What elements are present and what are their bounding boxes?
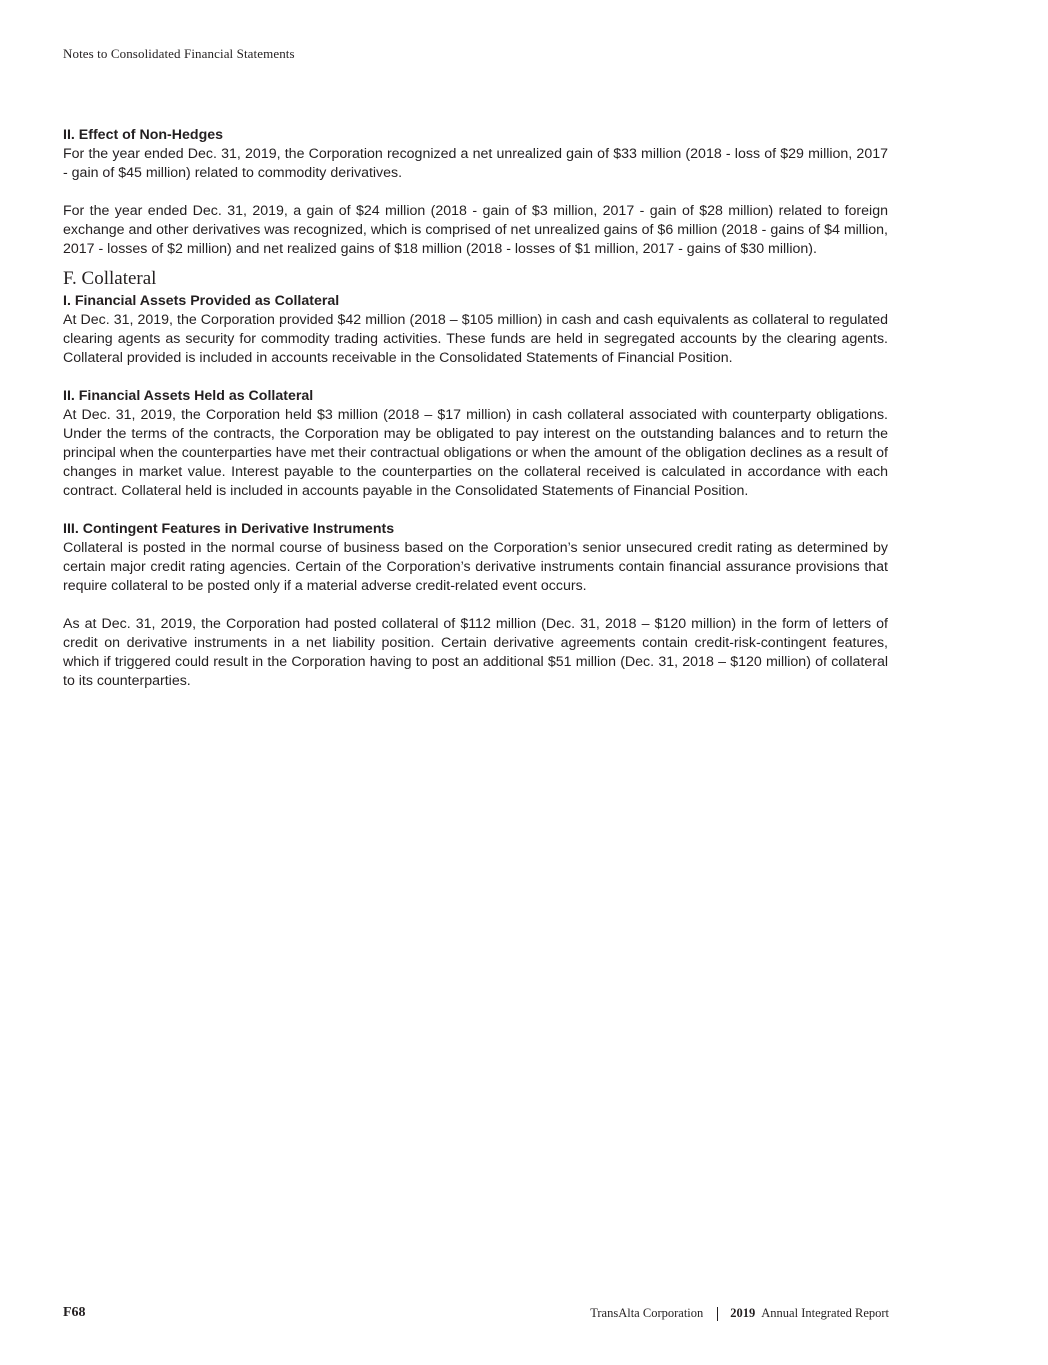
collateral-section-title: F. Collateral: [63, 268, 157, 289]
footer-report-name: Annual Integrated Report: [761, 1306, 889, 1320]
footer-report-info: [590, 1306, 889, 1321]
contingent-features-heading: III. Contingent Features in Derivative Instruments: [63, 521, 395, 537]
footer-company: TransAlta Corporation: [590, 1306, 704, 1320]
footer-year: 2019: [730, 1306, 756, 1320]
page-number: F68: [63, 1305, 86, 1320]
footer-divider: [717, 1307, 718, 1321]
page-header-title: Notes to Consolidated Financial Statements: [63, 46, 295, 61]
assets-provided-paragraph: At Dec. 31, 2019, the Corporation provided $42 million (2018 – $105 million) in cash and cash equivalents as collateral to regulated clearing agents as security for commodity trading activities. These funds are held in segregated accounts by the clearing agents. Collateral provided is included in accounts receivable in the Consolidated Statements of Financial Position.: [63, 312, 888, 366]
assets-held-heading: II. Financial Assets Held as Collateral: [63, 388, 314, 404]
non-hedges-paragraph-1: For the year ended Dec. 31, 2019, the Corporation recognized a net unrealized gain of $33 million (2018 - loss of $29 million, 2017 - gain of $45 million) related to commodity derivatives.: [63, 146, 888, 181]
non-hedges-paragraph-2: For the year ended Dec. 31, 2019, a gain of $24 million (2018 - gain of $3 million, 2017 - gain of $28 million) related to foreign exchange and other derivatives was recognized, which is comprised of net unrealized gains of $6 million (2018 - gains of $4 million, 2017 - losses of $2 million) and net realized gains of $18 million (2018 - losses of $1 million, 2017 - gains of $30 million).: [63, 203, 888, 257]
contingent-features-paragraph-1: Collateral is posted in the normal course of business based on the Corporation’s senior unsecured credit rating as determined by certain major credit rating agencies. Certain of the Corporation’s derivative instruments contain financial assurance provisions that require collateral to be posted only if a material adverse credit-related event occurs.: [63, 540, 888, 594]
assets-held-paragraph: At Dec. 31, 2019, the Corporation held $3 million (2018 – $17 million) in cash collateral associated with counterparty obligations. Under the terms of the contracts, the Corporation may be obligated to pay interest on the outstanding balances and to return the principal when the counterparties have met their contractual obligations or when the amount of the obligation declines as a result of changes in market value. Interest payable to the counterparties on the collateral received is calculated in accordance with each contract. Collateral held is included in accounts payable in the Consolidated Statements of Financial Position.: [63, 407, 888, 499]
main-content: [63, 126, 888, 691]
contingent-features-paragraph-2: As at Dec. 31, 2019, the Corporation had posted collateral of $112 million (Dec. 31, 2018 – $120 million) in the form of letters of credit on derivative instruments in a net liability position. Certain derivative agreements contain credit-risk-contingent features, which if triggered could result in the Corporation having to post an additional $51 million (Dec. 31, 2018 – $120 million) of collateral to its counterparties.: [63, 616, 888, 689]
non-hedges-heading: II. Effect of Non-Hedges: [63, 127, 224, 143]
assets-provided-heading: I. Financial Assets Provided as Collateral: [63, 293, 340, 309]
